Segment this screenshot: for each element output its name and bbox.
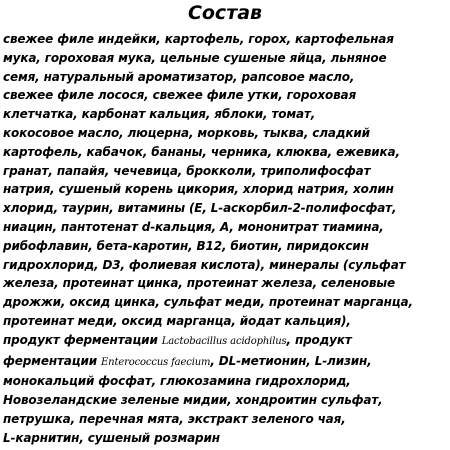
ingredients-line: петрушка, перечная мята, экстракт зеленого чая, xyxy=(3,411,346,426)
ingredients-line-probiotic-1 xyxy=(3,331,449,352)
ingredients-line: мука, гороховая мука, цельные сушеные яйца, льняное xyxy=(3,50,387,65)
ingredients-line: картофель, кабачок, бананы, черника, клюква, ежевика, xyxy=(3,144,400,159)
ingredients-text xyxy=(3,30,449,448)
ingredients-line: рибофлавин, бета-каротин, B12, биотин, пиридоксин xyxy=(3,238,369,253)
ingredients-line: семя, натуральный ароматизатор, рапсовое масло, xyxy=(3,69,355,84)
ingredients-line: натрия, сушеный корень цикория, хлорид натрия, холин xyxy=(3,182,394,197)
ingredients-line: дрожжи, оксид цинка, сульфат меди, протеинат марганца, xyxy=(3,295,413,310)
ingredients-line: железа, протеинат цинка, протеинат железа, селеновые xyxy=(3,276,395,291)
ingredients-line: ниацин, пантотенат d-кальция, A, мононитрат тиамина, xyxy=(3,219,384,234)
ingredients-line: L-карнитин, сушеный розмарин xyxy=(3,430,220,445)
ingredients-line: монокальций фосфат, глюкозамина гидрохлорид, xyxy=(3,374,351,389)
ingredients-text-segment: , DL-метионин, L-лизин, xyxy=(210,353,372,368)
ingredients-line: Новозеландские зеленые мидии, хондроитин сульфат, xyxy=(3,393,383,408)
latin-species-name: Lactobacillus acidophilus xyxy=(161,335,287,347)
ingredients-line: протеинат меди, оксид марганца, йодат кальция), xyxy=(3,313,351,328)
ingredients-line: гранат, папайя, чечевица, брокколи, триполифосфат xyxy=(3,163,371,178)
ingredients-line: свежее филе лосося, свежее филе утки, гороховая xyxy=(3,88,357,103)
page-title: Состав xyxy=(187,2,263,24)
ingredients-line: хлорид, таурин, витамины (E, L-аскорбил-2-полифосфат, xyxy=(3,201,397,216)
ingredients-text-segment: ферментации xyxy=(3,353,102,368)
ingredients-line: клетчатка, карбонат кальция, яблоки, томат, xyxy=(3,107,316,122)
ingredients-text-segment: , продукт xyxy=(286,332,352,347)
ingredients-line: свежее филе индейки, картофель, горох, картофельная xyxy=(3,32,394,46)
latin-species-name: Enterococcus faecium xyxy=(101,356,211,368)
ingredients-line: гидрохлорид, D3, фолиевая кислота), минералы (сульфат xyxy=(3,257,406,272)
ingredients-line: кокосовое масло, люцерна, морковь, тыква, сладкий xyxy=(3,125,370,140)
ingredients-text-segment: продукт ферментации xyxy=(3,332,162,347)
ingredients-line-probiotic-2 xyxy=(3,352,449,373)
